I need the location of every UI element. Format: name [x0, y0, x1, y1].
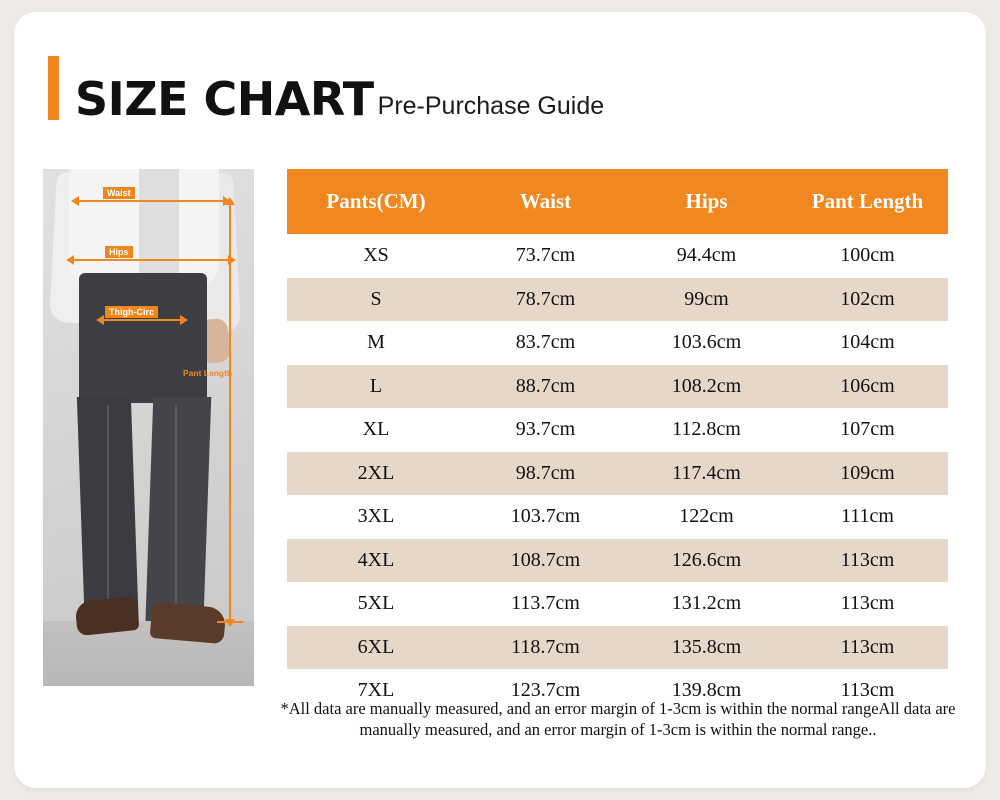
thigh-arrow-right [180, 315, 188, 325]
cell-hips: 94.4cm [626, 234, 787, 278]
cell-waist: 123.7cm [465, 669, 626, 713]
cell-length: 107cm [787, 408, 948, 452]
footnote: *All data are manually measured, and an error margin of 1-3cm is within the normal rangeAll data are manually measured, and an error margin of 1-3cm is within the normal range.. [280, 699, 956, 739]
cell-size: 7XL [287, 669, 465, 713]
waist-label: Waist [103, 187, 135, 199]
table-row [287, 321, 948, 365]
cell-waist: 103.7cm [465, 495, 626, 539]
waist-arrow-left [71, 196, 79, 206]
table-row [287, 234, 948, 278]
cell-length: 113cm [787, 669, 948, 713]
column-header-waist: Waist [465, 169, 626, 234]
cell-length: 113cm [787, 582, 948, 626]
pant-length-measure-line [229, 205, 231, 621]
cell-hips: 122cm [626, 495, 787, 539]
size-chart-card [14, 12, 986, 788]
cell-waist: 118.7cm [465, 626, 626, 670]
hips-label: Hips [105, 246, 133, 258]
shoe-left [74, 596, 139, 636]
cell-size: 2XL [287, 452, 465, 496]
table-row [287, 408, 948, 452]
cell-hips: 112.8cm [626, 408, 787, 452]
cell-length: 113cm [787, 626, 948, 670]
cell-hips: 139.8cm [626, 669, 787, 713]
page-title: SIZE CHART [75, 72, 374, 126]
cell-size: S [287, 278, 465, 322]
table-row [287, 278, 948, 322]
thigh-measure-line [103, 319, 181, 321]
cell-hips: 108.2cm [626, 365, 787, 409]
shirt-shadow [139, 169, 179, 287]
hips-arrow-left [66, 255, 74, 265]
cell-length: 111cm [787, 495, 948, 539]
cell-size: L [287, 365, 465, 409]
table-row [287, 626, 948, 670]
thigh-label: Thigh-Circ [105, 306, 158, 318]
table-row [287, 582, 948, 626]
column-header-pant-length: Pant Length [787, 169, 948, 234]
size-table [287, 169, 948, 713]
table-header-row [287, 169, 948, 234]
table-row [287, 539, 948, 583]
cell-size: M [287, 321, 465, 365]
cell-length: 100cm [787, 234, 948, 278]
cell-waist: 78.7cm [465, 278, 626, 322]
cell-hips: 117.4cm [626, 452, 787, 496]
cell-waist: 88.7cm [465, 365, 626, 409]
cell-hips: 99cm [626, 278, 787, 322]
cell-waist: 113.7cm [465, 582, 626, 626]
pant-length-label: Pant Length [183, 368, 233, 378]
cell-waist: 83.7cm [465, 321, 626, 365]
cell-hips: 103.6cm [626, 321, 787, 365]
table-row [287, 452, 948, 496]
cell-waist: 73.7cm [465, 234, 626, 278]
table-row [287, 495, 948, 539]
cell-hips: 131.2cm [626, 582, 787, 626]
cell-length: 113cm [787, 539, 948, 583]
pants-upper [79, 273, 207, 403]
accent-bar [48, 56, 59, 120]
cell-size: XL [287, 408, 465, 452]
table-row [287, 365, 948, 409]
waist-measure-line [77, 200, 225, 202]
cell-size: XS [287, 234, 465, 278]
cell-size: 6XL [287, 626, 465, 670]
shoe-right [150, 602, 227, 644]
cell-length: 109cm [787, 452, 948, 496]
cell-hips: 126.6cm [626, 539, 787, 583]
cell-length: 106cm [787, 365, 948, 409]
cell-length: 104cm [787, 321, 948, 365]
cell-length: 102cm [787, 278, 948, 322]
cell-hips: 135.8cm [626, 626, 787, 670]
cell-waist: 98.7cm [465, 452, 626, 496]
cell-size: 4XL [287, 539, 465, 583]
column-header-hips: Hips [626, 169, 787, 234]
page-header [48, 56, 605, 126]
cell-size: 3XL [287, 495, 465, 539]
pant-length-arrow-top [225, 197, 235, 205]
model-photo [43, 169, 254, 686]
size-table-container [287, 169, 948, 713]
pant-length-baseline [217, 621, 243, 623]
cell-waist: 108.7cm [465, 539, 626, 583]
cell-waist: 93.7cm [465, 408, 626, 452]
cell-size: 5XL [287, 582, 465, 626]
column-header-size: Pants(CM) [287, 169, 465, 234]
hips-measure-line [73, 259, 229, 261]
thigh-arrow-left [96, 315, 104, 325]
page-subtitle: Pre-Purchase Guide [377, 92, 605, 120]
